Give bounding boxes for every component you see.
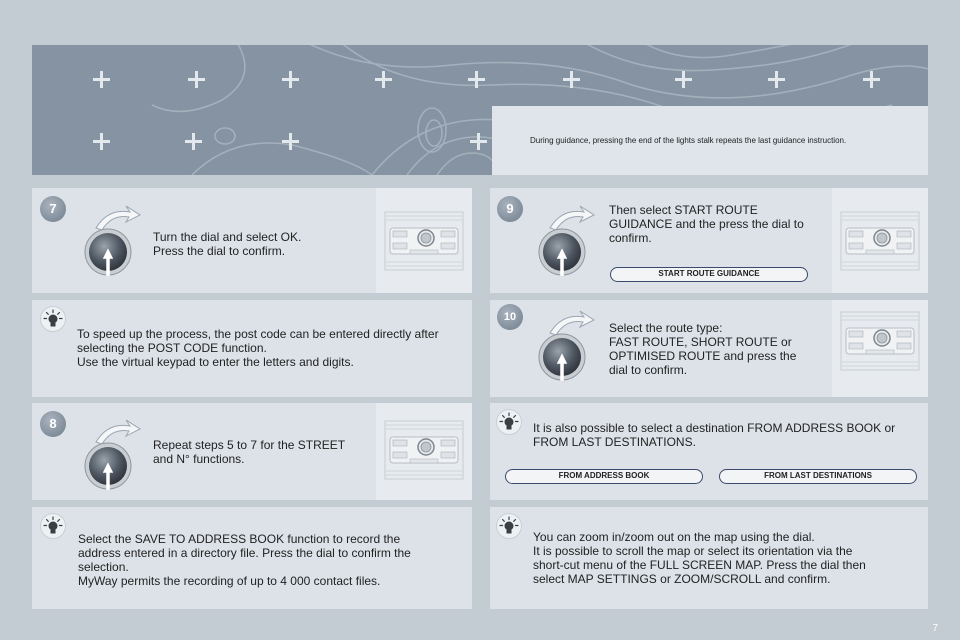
- step-text: Repeat steps 5 to 7 for the STREET and N° functions.: [153, 438, 346, 466]
- step-8-panel: [32, 403, 472, 500]
- tip-save-panel: [32, 507, 472, 609]
- tip-text: Select the SAVE TO ADDRESS BOOK function to record the address entered in a directory file. Press the dial to confirm the selection. MyWay permits the recording of up to 4 000 contact files.: [78, 532, 411, 588]
- control-panel-image: [832, 188, 928, 293]
- step-10-panel: [490, 300, 928, 397]
- control-panel-image: [832, 300, 928, 397]
- tip-zoom-panel: [490, 507, 928, 609]
- guidance-note: During guidance, pressing the end of the lights stalk repeats the last guidance instruction.: [492, 106, 928, 175]
- page-number: 7: [932, 623, 938, 634]
- from-address-book-button[interactable]: FROM ADDRESS BOOK: [505, 469, 703, 484]
- light-bulb-tip-icon: [496, 409, 522, 435]
- light-bulb-tip-icon: [496, 513, 522, 539]
- light-bulb-tip-icon: [40, 513, 66, 539]
- step-text: Select the route type: FAST ROUTE, SHORT ROUTE or OPTIMISED ROUTE and press the dial to confirm.: [609, 321, 797, 377]
- rotary-dial-icon: [78, 202, 148, 277]
- step-7-panel: [32, 188, 472, 293]
- tip-text: To speed up the process, the post code can be entered directly after selecting the POST CODE function. Use the virtual keypad to enter the letters and digits.: [77, 327, 439, 369]
- tip-text: You can zoom in/zoom out on the map using the dial. It is possible to scroll the map or select its orientation via the short-cut menu of the FULL SCREEN MAP. Press the dial then select MAP SETTINGS or ZOOM/SCROLL and confirm.: [533, 530, 866, 586]
- rotary-dial-icon: [532, 202, 602, 277]
- control-panel-image: [376, 188, 472, 293]
- rotary-dial-icon: [532, 307, 602, 382]
- tip-postcode-panel: [32, 300, 472, 397]
- tip-text: It is also possible to select a destination FROM ADDRESS BOOK or FROM LAST DESTINATIONS.: [533, 421, 896, 449]
- step-number-badge: 10: [497, 304, 523, 330]
- step-9-panel: [490, 188, 928, 293]
- tip-address-book-panel: [490, 403, 928, 500]
- step-text: Turn the dial and select OK. Press the dial to confirm.: [153, 230, 302, 258]
- step-text: Then select START ROUTE GUIDANCE and the press the dial to confirm.: [609, 203, 804, 245]
- step-number-badge: 9: [497, 196, 523, 222]
- from-last-destinations-button[interactable]: FROM LAST DESTINATIONS: [719, 469, 917, 484]
- rotary-dial-icon: [78, 416, 148, 491]
- light-bulb-tip-icon: [40, 306, 66, 332]
- step-number-badge: 8: [40, 411, 66, 437]
- step-number-badge: 7: [40, 196, 66, 222]
- control-panel-image: [376, 403, 472, 500]
- start-route-guidance-button[interactable]: START ROUTE GUIDANCE: [610, 267, 808, 282]
